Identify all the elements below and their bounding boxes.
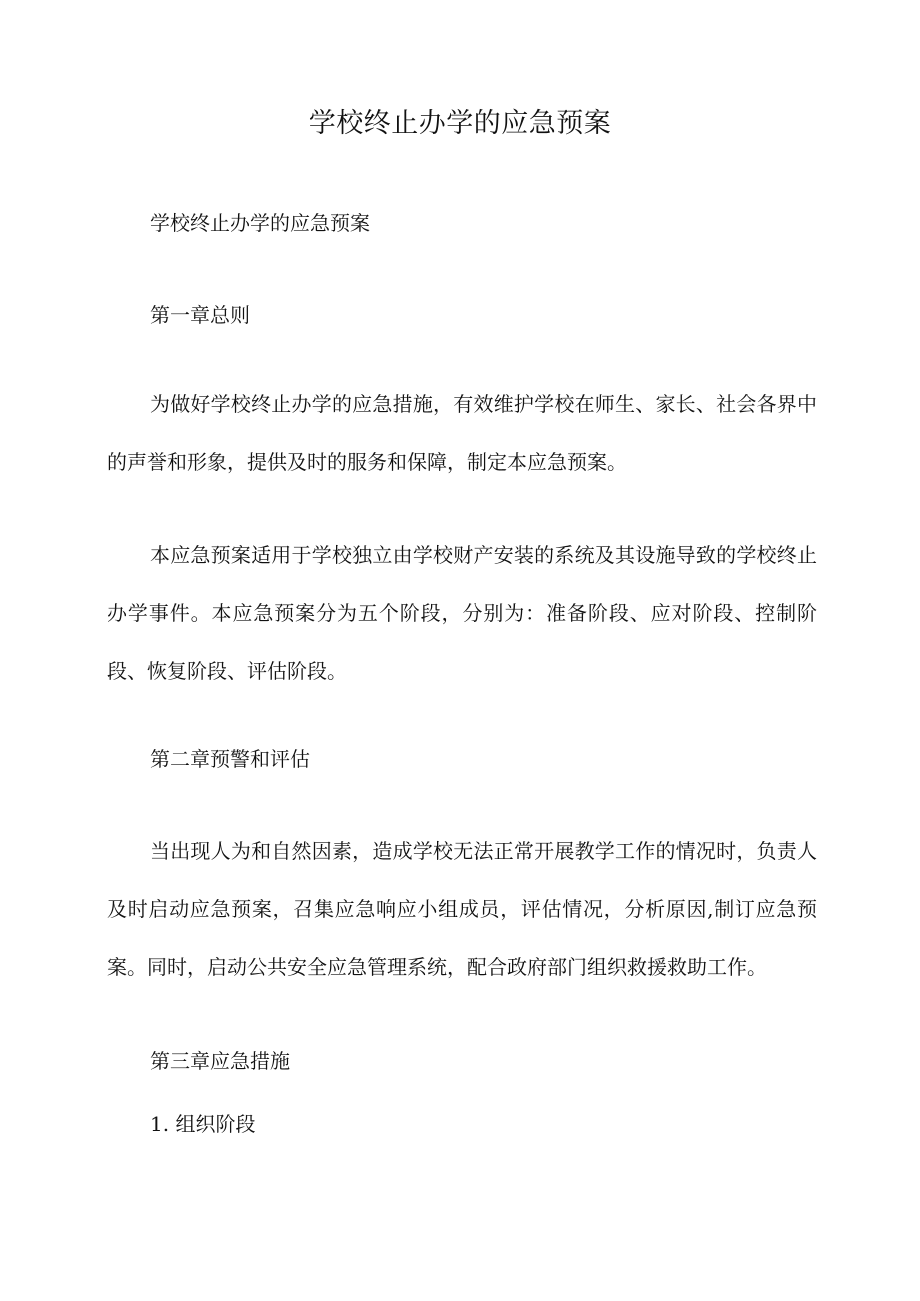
- chapter-2-paragraph-1: 当出现人为和自然因素，造成学校无法正常开展教学工作的情况时，负责人及时启动应急预案，召集应急响应小组成员，评估情况，分析原因,制订应急预案。同时，启动公共安全应急管理系统，配合政府部门组织救援救助工作。: [107, 839, 817, 979]
- chapter-2-heading: 第二章预警和评估: [150, 747, 310, 771]
- chapter-1-paragraph-1: 为做好学校终止办学的应急措施，有效维护学校在师生、家长、社会各界中的声誉和形象，提供及时的服务和保障，制定本应急预案。: [107, 392, 817, 474]
- chapter-3-heading: 第三章应急措施: [150, 1049, 290, 1073]
- chapter-1-paragraph-2: 本应急预案适用于学校独立由学校财产安装的系统及其设施导致的学校终止办学事件。本应急预案分为五个阶段，分别为：准备阶段、应对阶段、控制阶段、恢复阶段、评估阶段。: [107, 543, 817, 683]
- chapter-1-heading: 第一章总则: [150, 303, 250, 327]
- document-subtitle: 学校终止办学的应急预案: [150, 211, 370, 235]
- document-title: 学校终止办学的应急预案: [308, 108, 612, 139]
- chapter-3-item-1: 1. 组织阶段: [150, 1112, 256, 1136]
